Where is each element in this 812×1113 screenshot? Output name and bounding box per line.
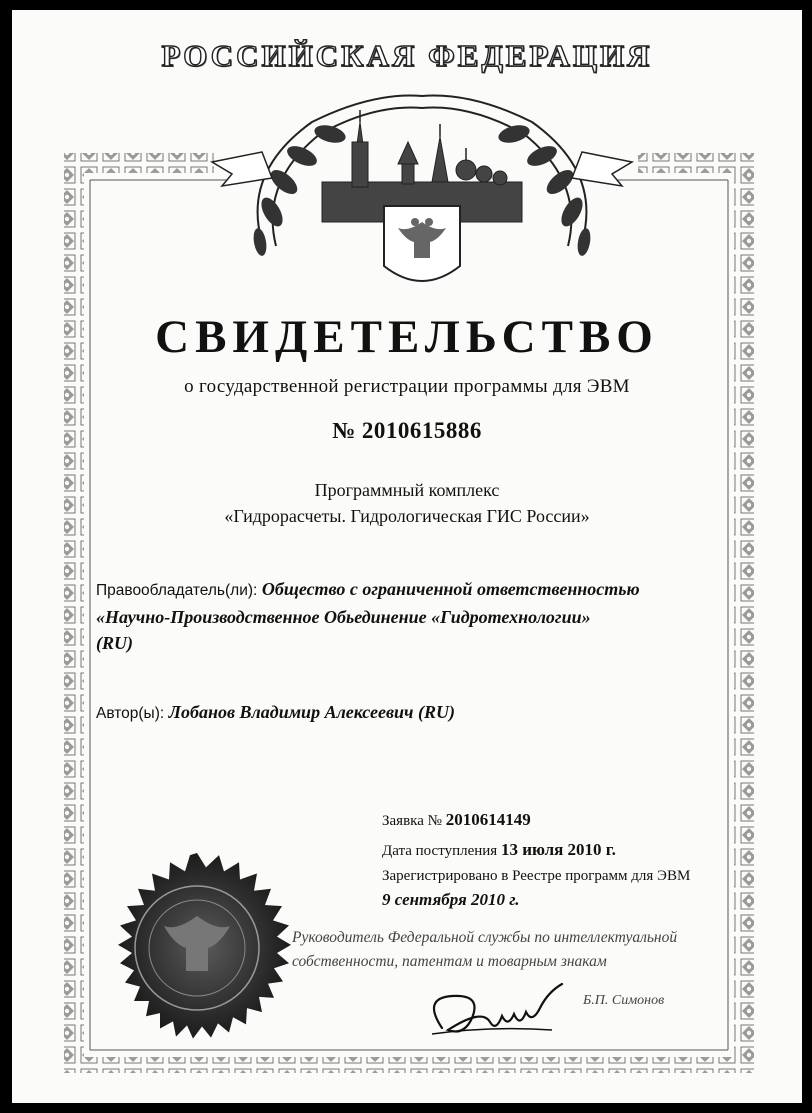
author-value: Лобанов Владимир Алексеевич (RU) bbox=[168, 702, 455, 722]
author-label: Автор(ы): bbox=[96, 705, 165, 722]
country-heading: РОССИЙСКАЯ ФЕДЕРАЦИЯ bbox=[161, 38, 653, 73]
program-name bbox=[12, 477, 802, 529]
signature-icon bbox=[412, 978, 572, 1048]
application-number bbox=[382, 810, 531, 830]
author-block bbox=[96, 702, 455, 723]
registered-label: Зарегистрировано в Реестре программ для ЭВМ bbox=[382, 868, 691, 884]
kremlin-emblem-icon bbox=[202, 82, 642, 302]
application-number-label: Заявка № bbox=[382, 813, 442, 829]
filing-date bbox=[382, 840, 616, 860]
rightholder-label: Правообладатель(ли): bbox=[96, 582, 258, 599]
document-subtitle: о государственной регистрации программы для ЭВМ bbox=[184, 376, 630, 397]
document-title: СВИДЕТЕЛЬСТВО bbox=[155, 311, 659, 363]
signatory-name: Б.П. Симонов bbox=[583, 993, 665, 1008]
rightholder-line1: Общество с ограниченной ответственностью bbox=[261, 579, 640, 599]
application-number-value: 2010614149 bbox=[445, 810, 531, 829]
head-line2: собственности, патентам и товарным знакам bbox=[292, 953, 607, 970]
rightholder-line2: «Научно-Производственное Обьединение «Гидротехнологии» bbox=[96, 607, 591, 627]
certificate-page bbox=[12, 10, 802, 1103]
head-of-service bbox=[292, 926, 742, 974]
head-line1: Руководитель Федеральной службы по интеллектуальной bbox=[292, 929, 678, 946]
official-seal-icon bbox=[82, 836, 312, 1066]
filing-date-value: 13 июля 2010 г. bbox=[500, 840, 616, 859]
rightholder-line3: (RU) bbox=[96, 633, 133, 653]
program-name-line1: Программный комплекс bbox=[314, 480, 500, 500]
registered-date: 9 сентября 2010 г. bbox=[382, 890, 520, 909]
program-name-line2: «Гидрорасчеты. Гидрологическая ГИС России» bbox=[224, 506, 590, 526]
filing-date-label: Дата поступления bbox=[382, 843, 498, 859]
registration-number: № 2010615886 bbox=[332, 418, 482, 443]
rightholder-block bbox=[96, 576, 726, 656]
